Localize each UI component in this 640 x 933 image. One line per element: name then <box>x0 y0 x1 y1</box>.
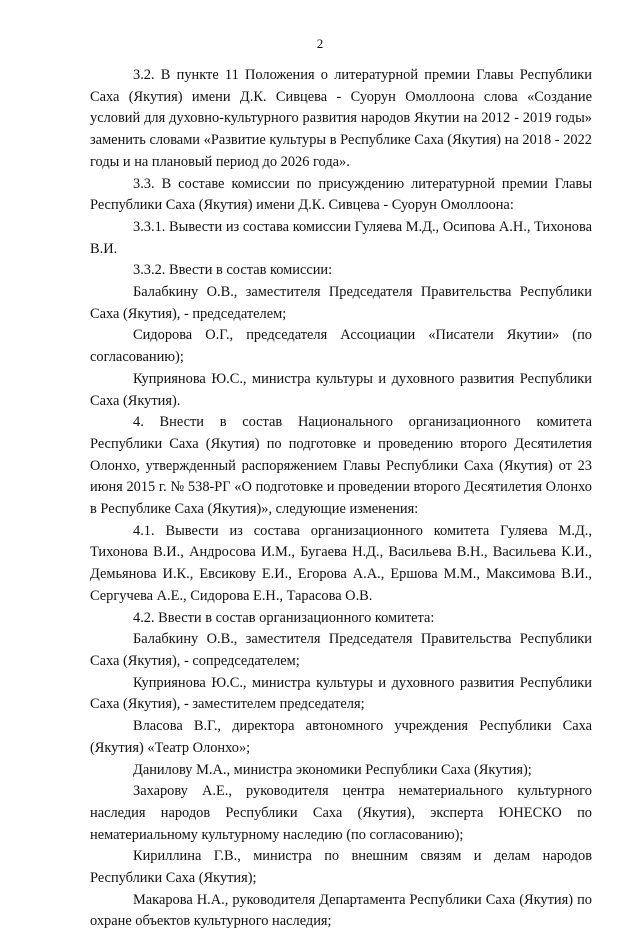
committee-member-danilova: Данилову М.А., министра экономики Республики Саха (Якутия); <box>133 761 532 778</box>
paragraph-4-2: 4.2. Ввести в состав организационного комитета: <box>133 609 435 626</box>
commission-member-sidorov: Сидорова О.Г., председателя Ассоциации «Писатели Якутии» (по согласованию); <box>90 327 592 366</box>
page-number: 2 <box>316 36 324 51</box>
paragraph-4-1: 4.1. Вывести из состава организационного комитета Гуляева М.Д., Тихонова В.И., Андросова И.М., Бугаева Н.Д., Васильева В.Н., Васильева К.И., Демьянова И.К., Евсикову Е.И., Егорова А.А., Ершова М.М., Максимова В.И., Сергучева А.Е., Сидорова Е.Н., Тарасова О.В. <box>90 522 592 604</box>
committee-member-makarov: Макарова Н.А., руководителя Департамента Республики Саха (Якутия) по охране объектов культурного наследия; <box>90 891 592 930</box>
paragraph-3-3: 3.3. В составе комиссии по присуждению литературной премии Главы Республики Саха (Якутия) имени Д.К. Сивцева - Суорун Омоллоона: <box>90 175 592 214</box>
document-body <box>90 65 592 933</box>
committee-member-zakharova: Захарову А.Е., руководителя центра нематериального культурного наследия народов Республики Саха (Якутия), эксперта ЮНЕСКО по нематериальному культурному наследию (по согласованию); <box>90 783 592 843</box>
committee-member-kirillin: Кириллина Г.В., министра по внешним связям и делам народов Республики Саха (Якутия); <box>90 848 592 887</box>
paragraph-3-3-1: 3.3.1. Вывести из состава комиссии Гуляева М.Д., Осипова А.Н., Тихонова В.И. <box>90 218 592 257</box>
committee-member-vlasov: Власова В.Г., директора автономного учреждения Республики Саха (Якутия) «Театр Олонхо»; <box>90 718 592 756</box>
commission-member-kupriyanov: Куприянова Ю.С., министра культуры и духовного развития Республики Саха (Якутия). <box>90 370 592 409</box>
paragraph-3-3-2: 3.3.2. Ввести в состав комиссии: <box>133 262 333 279</box>
committee-member-kupriyanov: Куприянова Ю.С., министра культуры и духовного развития Республики Саха (Якутия), - заместителем председателя; <box>90 674 592 713</box>
paragraph-3-2: 3.2. В пункте 11 Положения о литературной премии Главы Республики Саха (Якутия) имени Д.К. Сивцева - Суорун Омоллоона слова «Создание условий для духовно-культурного развития народов Якутии на 2012 - 2019 годы» заменить словами «Развитие культуры в Республике Саха (Якутия) на 2018 - 2022 годы и на плановый период до 2026 года». <box>90 67 592 170</box>
commission-member-balabkina: Балабкину О.В., заместителя Председателя Правительства Республики Саха (Якутия), - председателем; <box>90 284 592 322</box>
paragraph-4: 4. Внести в состав Национального организационного комитета Республики Саха (Якутия) по подготовке и проведению второго Десятилетия Олонхо, утвержденный распоряжением Главы Республики Саха (Якутия) от 23 июня 2015 г. № 538-РГ «О подготовке и проведении второго Десятилетия Олонхо в Республике Саха (Якутия)», следующие изменения: <box>90 414 592 518</box>
committee-member-balabkina: Балабкину О.В., заместителя Председателя Правительства Республики Саха (Якутия), - сопредседателем; <box>90 631 592 669</box>
